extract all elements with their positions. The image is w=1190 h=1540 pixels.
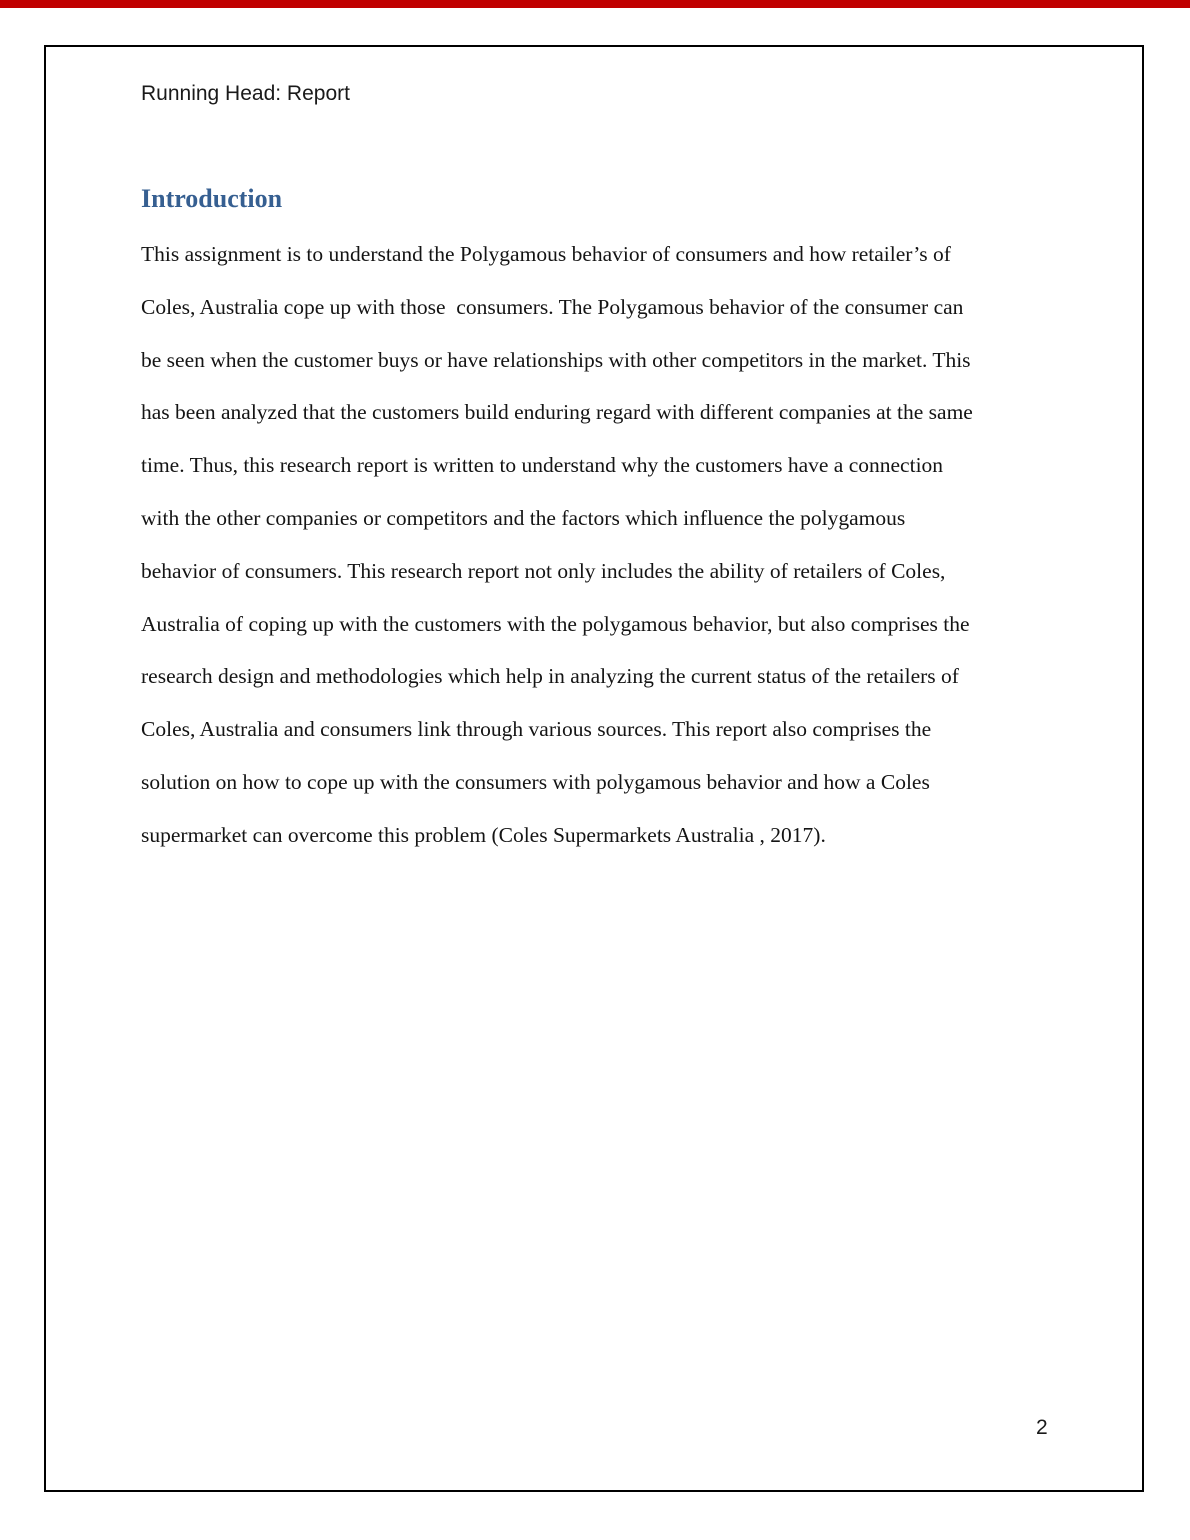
paragraph-line: Australia of coping up with the customers with the polygamous behavior, but also comprises the (141, 611, 970, 636)
top-red-bar (0, 0, 1190, 8)
introduction-paragraph (141, 228, 1101, 862)
paragraph-line: This assignment is to understand the Polygamous behavior of consumers and how retailer’s of (141, 242, 951, 266)
paragraph-line: time. Thus, this research report is written to understand why the customers have a connection (141, 453, 944, 478)
paragraph-line: with the other companies or competitors and the factors which influence the polygamous (141, 505, 906, 530)
running-head: Running Head: Report (141, 82, 350, 105)
paragraph-line: solution on how to cope up with the consumers with polygamous behavior and how a Coles (141, 769, 930, 794)
paragraph-line: be seen when the customer buys or have relationships with other competitors in the market. This (141, 347, 971, 372)
paragraph-line: behavior of consumers. This research report not only includes the ability of retailers of Coles, (141, 558, 946, 583)
page-number: 2 (1036, 1416, 1048, 1439)
paragraph-line: Coles, Australia cope up with those consumers. The Polygamous behavior of the consumer can (141, 294, 964, 319)
paragraph-line: has been analyzed that the customers build enduring regard with different companies at the same (141, 400, 973, 425)
section-heading-introduction: Introduction (141, 184, 283, 213)
paragraph-line: research design and methodologies which help in analyzing the current status of the retailers of (141, 664, 959, 689)
paragraph-line: supermarket can overcome this problem (Coles Supermarkets Australia , 2017). (141, 822, 826, 847)
paragraph-line: Coles, Australia and consumers link through various sources. This report also comprises the (141, 717, 932, 742)
